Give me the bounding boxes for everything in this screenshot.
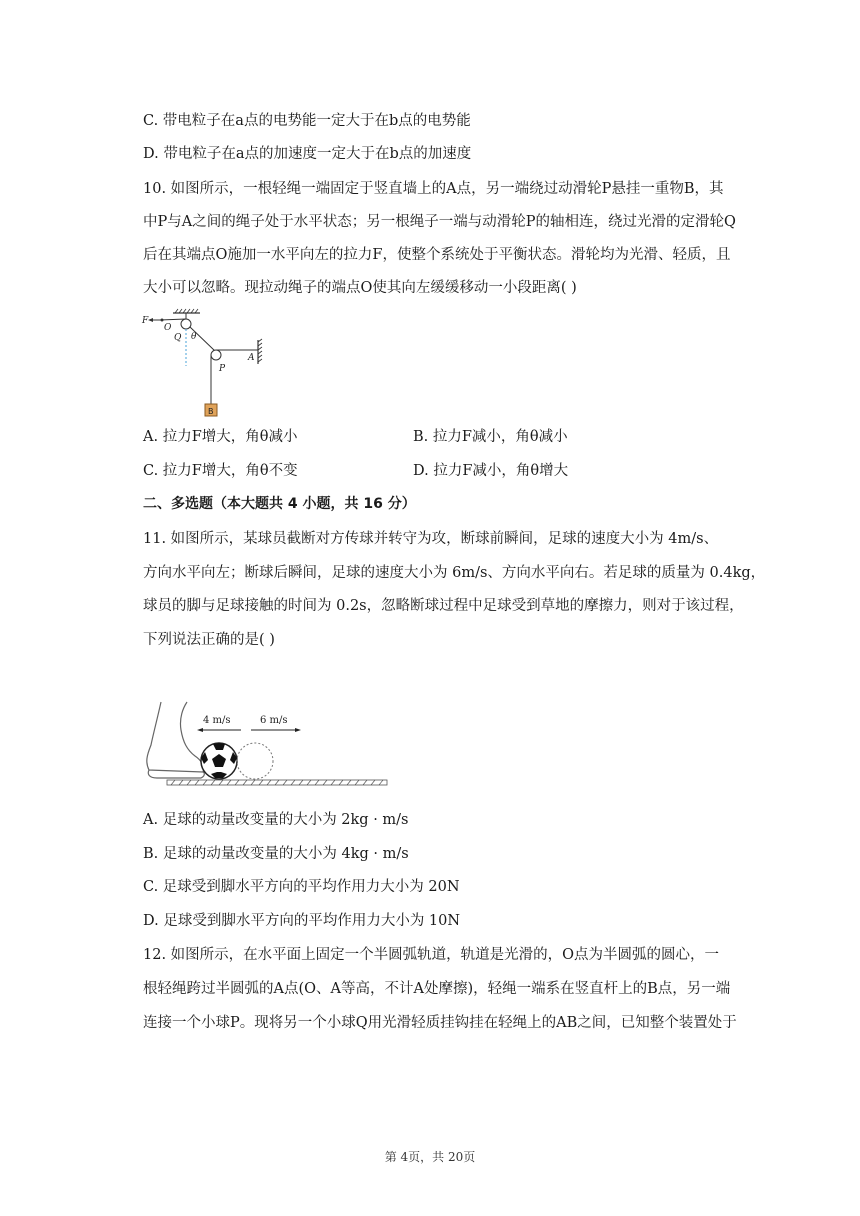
section-heading: 二、多选题（本大题共 4 小题，共 16 分） xyxy=(143,496,416,512)
q10-option-b: B. 拉力F减小，角θ减小 xyxy=(413,429,568,445)
label-a: A xyxy=(248,353,255,363)
label-theta: θ xyxy=(191,332,197,342)
q11-option-a: A. 足球的动量改变量的大小为 2kg · m/s xyxy=(143,812,409,828)
option-c-prev: C. 带电粒子在a点的电势能一定大于在b点的电势能 xyxy=(143,113,471,129)
pulley-q xyxy=(181,319,191,329)
q10-pulley-figure xyxy=(140,308,270,423)
q10-option-a: A. 拉力F增大，角θ减小 xyxy=(143,429,298,445)
label-6ms: 6 m/s xyxy=(260,715,288,726)
q10-option-d: D. 拉力F减小，角θ增大 xyxy=(413,463,569,479)
q11-football-figure xyxy=(143,700,391,790)
q11-line-1: 11. 如图所示，某球员截断对方传球并转守为攻，断球前瞬间，足球的速度大小为 4m/s、 xyxy=(143,531,719,547)
label-4ms: 4 m/s xyxy=(203,715,231,726)
q12-line-3: 连接一个小球P。现将另一个小球Q用光滑轻质挂钩挂在轻绳上的AB之间，已知整个装置处于 xyxy=(143,1015,737,1031)
q11-option-b: B. 足球的动量改变量的大小为 4kg · m/s xyxy=(143,846,409,862)
q10-line-2: 中P与A之间的绳子处于水平状态；另一根绳子一端与动滑轮P的轴相连，绕过光滑的定滑轮Q xyxy=(143,214,736,230)
label-o: O xyxy=(164,323,172,333)
label-b: B xyxy=(208,407,214,416)
q11-line-2: 方向水平向左；断球后瞬间，足球的速度大小为 6m/s、方向水平向右。若足球的质量为 0.4kg， xyxy=(143,565,766,581)
q10-line-3: 后在其端点O施加一水平向左的拉力F，使整个系统处于平衡状态。滑轮均为光滑、轻质，且 xyxy=(143,247,731,263)
option-d-prev: D. 带电粒子在a点的加速度一定大于在b点的加速度 xyxy=(143,146,472,162)
q10-option-c: C. 拉力F增大，角θ不变 xyxy=(143,463,298,479)
q11-line-4: 下列说法正确的是( ) xyxy=(143,632,275,648)
q10-line-4: 大小可以忽略。现拉动绳子的端点O使其向左缓缓移动一小段距离( ) xyxy=(143,280,577,296)
label-f: F xyxy=(142,316,149,326)
q12-line-1: 12. 如图所示，在水平面上固定一个半圆弧轨道，轨道是光滑的，O点为半圆弧的圆心，一 xyxy=(143,947,720,963)
q11-line-3: 球员的脚与足球接触的时间为 0.2s，忽略断球过程中足球受到草地的摩擦力，则对于该过程， xyxy=(143,598,744,614)
q11-option-d: D. 足球受到脚水平方向的平均作用力大小为 10N xyxy=(143,913,461,929)
label-q: Q xyxy=(174,333,182,343)
label-p: P xyxy=(219,364,226,374)
q11-option-c: C. 足球受到脚水平方向的平均作用力大小为 20N xyxy=(143,879,460,895)
pulley-p xyxy=(211,350,221,360)
q10-line-1: 10. 如图所示，一根轻绳一端固定于竖直墙上的A点，另一端绕过动滑轮P悬挂一重物B，其 xyxy=(143,181,724,197)
q12-line-2: 根轻绳跨过半圆弧的A点(O、A等高，不计A处摩擦)，轻绳一端系在竖直杆上的B点，另一端 xyxy=(143,981,731,997)
page-footer: 第 4页，共 20页 xyxy=(384,1150,476,1164)
